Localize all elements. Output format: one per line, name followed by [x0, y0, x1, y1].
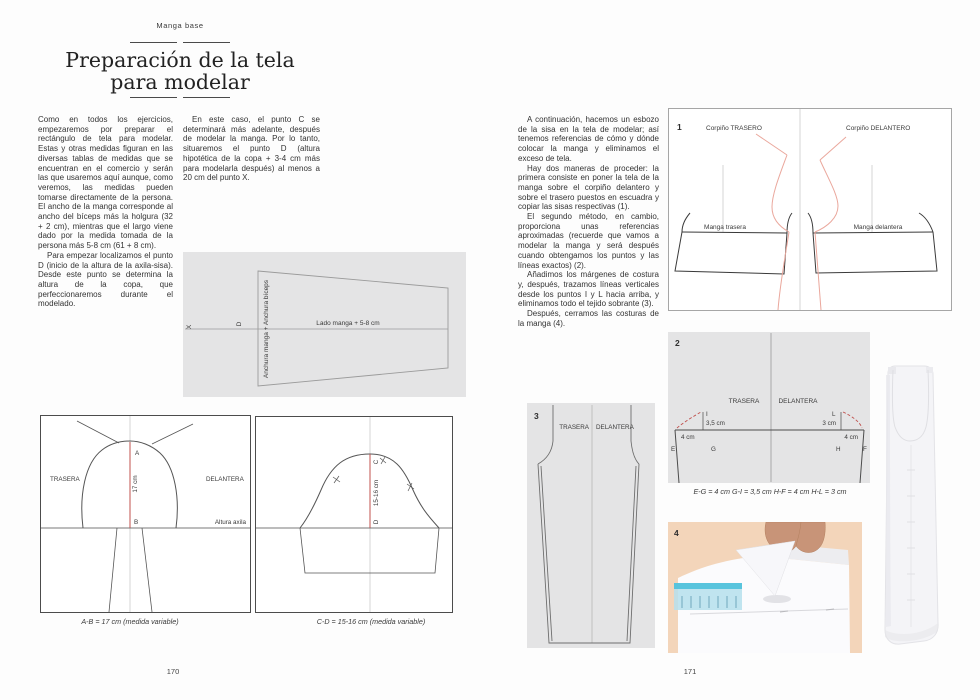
rule-segment: [130, 97, 177, 98]
point-a-label: A: [135, 450, 140, 457]
front-diagram-caption: C-D = 15-16 cm (medida variable): [316, 617, 426, 626]
figure3-lines: [538, 405, 639, 643]
left-column-2: [183, 115, 320, 183]
paragraph: El segundo método, en cambio, proporciona unas referencias aproximadas (recuerde que vamos a modelar la manga y será después cuando obtengamos los puntos y las líneas exactos) (2).: [518, 212, 659, 270]
back-pattern-lines: [41, 416, 251, 613]
point-f-label: F: [863, 446, 867, 453]
point-e-label: E: [671, 446, 676, 453]
figure2-references-diagram: [668, 332, 870, 483]
manga-delantera-label: Manga delantera: [853, 224, 903, 231]
front-pattern-lines: [256, 417, 453, 613]
figure4-number: 4: [674, 528, 679, 538]
figure2-lines: [675, 333, 864, 483]
delantera-label: DELANTERA: [206, 476, 244, 483]
point-x-label: X: [186, 324, 193, 330]
right-column: [518, 115, 659, 328]
back-pattern-diagram: [40, 415, 251, 613]
altura-axila-label: Altura axila: [214, 519, 246, 526]
paragraph: Después, cerramos las costuras de la manga (4).: [518, 309, 659, 328]
rule-segment: [183, 97, 230, 98]
section-label: Manga base: [156, 21, 204, 30]
point-c-label: C: [373, 459, 380, 465]
front-pattern-diagram: [255, 416, 453, 613]
corpino-delantero-label: Corpiño DELANTERO: [846, 125, 911, 132]
figure3-trimmed-sleeve-diagram: [527, 403, 655, 648]
page-title-line1: Preparación de la tela: [65, 48, 295, 72]
ab-length-label: 17 cm: [132, 475, 139, 493]
l-measure-label: 3 cm: [822, 420, 836, 427]
figure1-number: 1: [677, 122, 682, 132]
figure4-photo: [668, 522, 862, 653]
manga-trasera-label: Manga trasera: [704, 224, 746, 231]
delantera-label: DELANTERA: [596, 424, 634, 431]
corpino-trasero-label: Corpiño TRASERO: [706, 125, 762, 132]
paragraph: Añadimos los márgenes de costura y, después, trazamos líneas verticales desde los puntos I y L hacia arriba, y eliminamos todo el tejido sobrante (3).: [518, 270, 659, 309]
ruler: [674, 583, 742, 610]
point-h-label: H: [836, 446, 841, 453]
point-b-label: B: [134, 519, 139, 526]
fabric-outline: [185, 271, 448, 386]
e-measure-label: 4 cm: [681, 434, 695, 441]
page-number-left: 170: [166, 667, 180, 676]
point-d-label: D: [236, 321, 243, 327]
paragraph: Como en todos los ejercicios, empezaremos por preparar el rectángulo de tela para modelar. Estas y otras medidas figuran en las diversas tablas de medidas que se encuentran en el comercio y serán las que usaremos aquí aunque, como veremos, las medidas pueden tomarse directamente de la persona. El ancho de la manga corresponde al ancho del bíceps más la holgura (32 + 2 cm), mientras que el largo viene dado por la medida tomada de la persona más 5-8 cm (61 + 8 cm).: [38, 115, 173, 251]
rule-segment: [183, 42, 230, 43]
width-label: Anchura manga + Anchura bíceps: [263, 279, 270, 379]
point-d-label: D: [373, 519, 380, 525]
fabric-rectangle-diagram: [183, 252, 466, 397]
point-l-label: L: [832, 411, 836, 418]
cd-length-label: 15-16 cm: [373, 479, 380, 507]
rule-segment: [130, 42, 177, 43]
back-diagram-caption: A-B = 17 cm (medida variable): [81, 617, 179, 626]
trasera-label: TRASERA: [559, 424, 589, 431]
sewn-sleeve-photo: [878, 365, 948, 648]
paragraph: Para empezar localizamos el punto D (inicio de la altura de la axila-sisa). Desde este punto se determina la altura de la copa, que perfeccionaremos durante el modelado.: [38, 250, 173, 309]
page-number-right: 171: [683, 667, 697, 676]
trasera-label: TRASERA: [728, 398, 760, 405]
paragraph: En este caso, el punto C se determinará más adelante, después de modelar la manga. Por lo tanto, situaremos el punto D (altura hipotética de la copa + 3-4 cm más para modelarla después) al menos a 20 cm del punto X.: [183, 115, 320, 183]
paragraph: Hay dos maneras de proceder: la primera consiste en poner la tela de la manga sobre el corpiño delantero y sobre el trasero puestos en escuadra y copiar las sisas respectivas (1).: [518, 163, 659, 212]
length-label: Lado manga + 5-8 cm: [316, 320, 380, 327]
point-i-label: I: [706, 411, 708, 418]
f-measure-label: 4 cm: [844, 434, 858, 441]
figure1-sisa-copy-diagram: [668, 108, 952, 311]
sleeve-tube: [885, 366, 938, 644]
paragraph: A continuación, hacemos un esbozo de la sisa en la tela de modelar; así tenemos referencias de cómo y dónde colocar la manga y eliminamos el exceso de tela.: [518, 115, 659, 163]
figure3-number: 3: [534, 411, 539, 421]
delantera-label: DELANTERA: [778, 398, 818, 405]
figure2-number: 2: [675, 338, 680, 348]
page-title-line2: para modelar: [110, 70, 250, 94]
title-rule-top: [60, 42, 300, 43]
page-title: [40, 49, 320, 93]
i-measure-label: 3,5 cm: [706, 420, 725, 427]
left-column-1: [38, 115, 173, 309]
point-g-label: G: [711, 446, 716, 453]
figure2-caption: E-G = 4 cm G-I = 3,5 cm H-F = 4 cm H-L = 3 cm: [693, 487, 847, 496]
title-rule-bottom: [60, 97, 300, 98]
trasera-label: TRASERA: [50, 476, 80, 483]
figure1-frame: [669, 109, 952, 311]
